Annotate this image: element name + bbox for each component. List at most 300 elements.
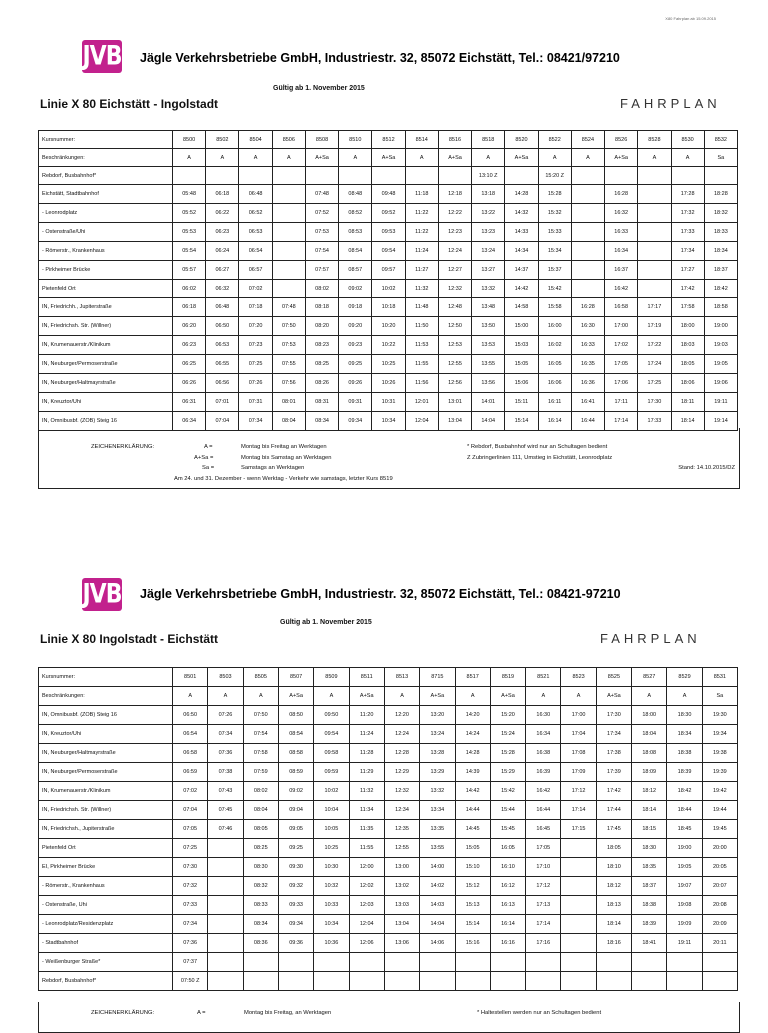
time-cell: 16:44 [571, 412, 604, 431]
time-cell: 13:22 [472, 204, 505, 223]
time-cell: 10:25 [372, 355, 405, 374]
stop-name: Rebdorf, Busbahnhof* [39, 167, 173, 185]
time-cell: 17:08 [561, 744, 596, 763]
time-cell [632, 972, 667, 991]
time-cell: 08:30 [243, 858, 278, 877]
time-cell: 17:09 [561, 763, 596, 782]
time-cell: 06:25 [173, 355, 206, 374]
time-cell: 19:39 [702, 763, 737, 782]
time-cell: 18:28 [704, 185, 737, 204]
time-cell: 08:36 [243, 934, 278, 953]
time-cell: 12:50 [438, 317, 471, 336]
time-cell: A+Sa [420, 687, 455, 706]
time-cell: 8530 [671, 131, 704, 149]
time-cell: 16:00 [538, 317, 571, 336]
time-cell: A [243, 687, 278, 706]
time-cell: 10:31 [372, 393, 405, 412]
time-cell: 14:28 [455, 744, 490, 763]
time-cell: 18:41 [632, 934, 667, 953]
time-cell: 17:10 [526, 858, 561, 877]
time-cell: 08:34 [305, 412, 338, 431]
time-cell: 15:14 [505, 412, 538, 431]
time-cell: A [208, 687, 243, 706]
timetable-eichstaett-ingolstadt [38, 130, 738, 431]
time-cell: A [206, 149, 239, 167]
time-cell: 06:32 [206, 280, 239, 298]
time-cell: 07:53 [272, 336, 305, 355]
timetable-row [39, 336, 738, 355]
timetable-row [39, 782, 738, 801]
time-cell: 15:14 [455, 915, 490, 934]
time-cell: 15:42 [490, 782, 525, 801]
time-cell: 10:26 [372, 374, 405, 393]
legend-heading: ZEICHENERKLÄRUNG: [91, 444, 155, 450]
time-cell: 09:52 [372, 204, 405, 223]
time-cell [667, 953, 702, 972]
time-cell: A+Sa [305, 149, 338, 167]
time-cell: 07:53 [305, 223, 338, 242]
stop-name: Beschränkungen: [39, 149, 173, 167]
stop-name: Pietenfeld Ort [39, 280, 173, 298]
time-cell: 20:08 [702, 896, 737, 915]
time-cell: 08:02 [243, 782, 278, 801]
time-cell [272, 167, 305, 185]
time-cell: 12:24 [384, 725, 419, 744]
time-cell: 08:04 [243, 801, 278, 820]
time-cell: 14:06 [420, 934, 455, 953]
time-cell: 17:27 [671, 261, 704, 280]
time-cell [455, 972, 490, 991]
time-cell: 06:56 [206, 374, 239, 393]
stop-name: IN, Neuburger/Permoserstraße [39, 355, 173, 374]
time-cell: 07:36 [208, 744, 243, 763]
timetable-row [39, 972, 738, 991]
time-cell: A+Sa [278, 687, 313, 706]
time-cell: 18:44 [667, 801, 702, 820]
time-cell [702, 953, 737, 972]
time-cell: 8516 [438, 131, 471, 149]
time-cell: 11:22 [405, 223, 438, 242]
time-cell: 05:53 [173, 223, 206, 242]
time-cell: 10:20 [372, 317, 405, 336]
time-cell: 09:18 [339, 298, 372, 317]
time-cell: 17:38 [596, 744, 631, 763]
time-cell: 18:32 [704, 204, 737, 223]
time-cell: 07:50 [243, 706, 278, 725]
time-cell: A [384, 687, 419, 706]
timetable-row [39, 839, 738, 858]
time-cell: 11:29 [349, 763, 384, 782]
time-cell: A [472, 149, 505, 167]
timetable-row [39, 725, 738, 744]
time-cell: 8503 [208, 668, 243, 687]
time-cell: 19:05 [704, 355, 737, 374]
time-cell: 08:58 [278, 744, 313, 763]
time-cell: 10:32 [314, 877, 349, 896]
time-cell: 17:32 [671, 204, 704, 223]
time-cell [571, 261, 604, 280]
time-cell: 11:55 [349, 839, 384, 858]
time-cell: 16:34 [605, 242, 638, 261]
time-cell: 13:18 [472, 185, 505, 204]
time-cell: 12:22 [438, 204, 471, 223]
time-cell: 17:06 [605, 374, 638, 393]
page-note: X80 Fahrplan ab 15.09.2015 [665, 16, 716, 21]
time-cell: 19:38 [702, 744, 737, 763]
time-cell: 20:09 [702, 915, 737, 934]
time-cell: 16:14 [538, 412, 571, 431]
time-cell [571, 280, 604, 298]
time-cell: 18:30 [632, 839, 667, 858]
time-cell: 06:34 [173, 412, 206, 431]
time-cell: 20:11 [702, 934, 737, 953]
time-cell: 09:02 [278, 782, 313, 801]
stop-name: - Ostenstraße/Uhi [39, 223, 173, 242]
time-cell [561, 953, 596, 972]
time-cell: 07:50 Z [173, 972, 208, 991]
time-cell [561, 972, 596, 991]
time-cell: 17:12 [561, 782, 596, 801]
time-cell: 14:04 [472, 412, 505, 431]
line-title: Linie X 80 Ingolstadt - Eichstätt [40, 632, 219, 646]
time-cell: A [561, 687, 596, 706]
time-cell: 18:14 [632, 801, 667, 820]
time-cell [372, 167, 405, 185]
time-cell [455, 953, 490, 972]
stop-name: IN, Friedrichsh. Str. (Willner) [39, 801, 173, 820]
time-cell: 15:12 [455, 877, 490, 896]
time-cell: 18:42 [667, 782, 702, 801]
time-cell: 13:00 [384, 858, 419, 877]
time-cell [605, 167, 638, 185]
time-cell [272, 280, 305, 298]
time-cell: 15:42 [538, 280, 571, 298]
time-cell: 07:26 [239, 374, 272, 393]
time-cell [384, 972, 419, 991]
company-header: Jägle Verkehrsbetriebe GmbH, Industriestr. 32, 85072 Eichstätt, Tel.: 08421/97210 [140, 51, 620, 65]
stop-name: IN, Kreuztor/Uhi [39, 393, 173, 412]
time-cell: 17:25 [638, 374, 671, 393]
time-cell: 08:54 [278, 725, 313, 744]
time-cell: 18:00 [671, 317, 704, 336]
timetable-row [39, 744, 738, 763]
time-cell [272, 223, 305, 242]
time-cell: 08:32 [243, 877, 278, 896]
time-cell: 16:28 [571, 298, 604, 317]
time-cell [571, 242, 604, 261]
time-cell: 15:32 [538, 204, 571, 223]
time-cell: 12:18 [438, 185, 471, 204]
time-cell: 08:23 [305, 336, 338, 355]
time-cell: 19:34 [702, 725, 737, 744]
time-cell: A [239, 149, 272, 167]
time-cell: 8525 [596, 668, 631, 687]
time-cell: 06:54 [239, 242, 272, 261]
time-cell: 08:20 [305, 317, 338, 336]
time-cell: 8529 [667, 668, 702, 687]
time-cell: 10:02 [372, 280, 405, 298]
time-cell: 12:29 [384, 763, 419, 782]
time-cell [243, 953, 278, 972]
time-cell: 13:29 [420, 763, 455, 782]
time-cell: 07:50 [272, 317, 305, 336]
time-cell: A+Sa [505, 149, 538, 167]
timetable-row [39, 801, 738, 820]
time-cell: A+Sa [596, 687, 631, 706]
time-cell: 8531 [702, 668, 737, 687]
time-cell [505, 167, 538, 185]
time-cell: 18:05 [671, 355, 704, 374]
timetable-row [39, 668, 738, 687]
time-cell: 14:34 [505, 242, 538, 261]
time-cell: 11:20 [349, 706, 384, 725]
time-cell [438, 167, 471, 185]
time-cell: 17:30 [638, 393, 671, 412]
valid-from: Gültig ab 1. November 2015 [273, 85, 365, 92]
time-cell: 07:57 [305, 261, 338, 280]
time-cell: 16:41 [571, 393, 604, 412]
time-cell: A+Sa [372, 149, 405, 167]
time-cell: 8532 [704, 131, 737, 149]
legend-desc: Montag bis Freitag, an Werktagen [244, 1010, 332, 1016]
time-cell: 09:54 [372, 242, 405, 261]
time-cell: 18:37 [704, 261, 737, 280]
time-cell [405, 167, 438, 185]
time-cell: 09:36 [278, 934, 313, 953]
time-cell: 19:45 [702, 820, 737, 839]
time-cell [173, 167, 206, 185]
legend-footnote: Am 24. und 31. Dezember - wenn Werktag - Verkehr wie samstags, letzter Kurs 8519 [174, 476, 393, 482]
time-cell: 12:00 [349, 858, 384, 877]
time-cell: 18:15 [632, 820, 667, 839]
time-cell: 15:13 [455, 896, 490, 915]
time-cell: 17:14 [561, 801, 596, 820]
time-cell: 12:56 [438, 374, 471, 393]
timetable-row [39, 393, 738, 412]
time-cell: 11:35 [349, 820, 384, 839]
timetable-row [39, 877, 738, 896]
time-cell [314, 972, 349, 991]
stop-name: - Leonrodplatz/Residenzplatz [39, 915, 173, 934]
time-cell: 13:23 [472, 223, 505, 242]
legend-key: A = [204, 444, 213, 450]
time-cell: 16:11 [538, 393, 571, 412]
time-cell: 16:28 [605, 185, 638, 204]
time-cell: 14:39 [455, 763, 490, 782]
time-cell: A [455, 687, 490, 706]
timetable-row [39, 374, 738, 393]
time-cell [490, 953, 525, 972]
time-cell: 17:00 [605, 317, 638, 336]
time-cell: 20:07 [702, 877, 737, 896]
time-cell: 09:30 [278, 858, 313, 877]
time-cell: A [671, 149, 704, 167]
time-cell: 18:33 [704, 223, 737, 242]
time-cell: 08:59 [278, 763, 313, 782]
time-cell: 13:01 [438, 393, 471, 412]
jvb-logo: JVB [82, 579, 122, 610]
time-cell [561, 877, 596, 896]
time-cell [571, 167, 604, 185]
time-cell: 8523 [561, 668, 596, 687]
time-cell [208, 896, 243, 915]
timetable-row [39, 820, 738, 839]
time-cell: 8510 [339, 131, 372, 149]
time-cell: 11:56 [405, 374, 438, 393]
time-cell: 13:28 [420, 744, 455, 763]
time-cell: A+Sa [490, 687, 525, 706]
time-cell: 17:00 [561, 706, 596, 725]
time-cell: 13:03 [384, 896, 419, 915]
time-cell: 8504 [239, 131, 272, 149]
time-cell: 14:04 [420, 915, 455, 934]
time-cell: 18:16 [596, 934, 631, 953]
time-cell [561, 934, 596, 953]
time-cell [384, 953, 419, 972]
time-cell: 18:39 [667, 763, 702, 782]
time-cell [638, 280, 671, 298]
stop-name: IN, Friedrichsh. Str. (Willner) [39, 317, 173, 336]
time-cell: 06:20 [173, 317, 206, 336]
time-cell: 06:59 [173, 763, 208, 782]
time-cell: 18:42 [704, 280, 737, 298]
time-cell [239, 167, 272, 185]
time-cell: 08:48 [339, 185, 372, 204]
time-cell: 08:18 [305, 298, 338, 317]
time-cell: 19:00 [667, 839, 702, 858]
time-cell: 18:06 [671, 374, 704, 393]
time-cell: 19:05 [667, 858, 702, 877]
time-cell: 14:02 [420, 877, 455, 896]
time-cell: 17:39 [596, 763, 631, 782]
time-cell: 14:58 [505, 298, 538, 317]
timetable-row [39, 687, 738, 706]
time-cell: 07:18 [239, 298, 272, 317]
time-cell: 18:12 [596, 877, 631, 896]
time-cell [638, 242, 671, 261]
time-cell: 09:23 [339, 336, 372, 355]
time-cell: 13:35 [420, 820, 455, 839]
time-cell: 07:54 [305, 242, 338, 261]
time-cell: 15:28 [538, 185, 571, 204]
time-cell: 15:20 Z [538, 167, 571, 185]
time-cell: A [638, 149, 671, 167]
time-cell [208, 839, 243, 858]
timetable-row [39, 953, 738, 972]
time-cell: 13:32 [472, 280, 505, 298]
time-cell: 14:37 [505, 261, 538, 280]
time-cell: 14:01 [472, 393, 505, 412]
time-cell: 8513 [384, 668, 419, 687]
time-cell: 07:23 [239, 336, 272, 355]
time-cell: 8514 [405, 131, 438, 149]
time-cell [667, 972, 702, 991]
time-cell: 07:25 [173, 839, 208, 858]
stop-name: IN, Krumenauerstr./Klinikum [39, 782, 173, 801]
time-cell: 07:37 [173, 953, 208, 972]
time-cell: 07:58 [243, 744, 278, 763]
time-cell: 17:22 [638, 336, 671, 355]
time-cell: 16:05 [538, 355, 571, 374]
time-cell: 16:06 [538, 374, 571, 393]
time-cell: 14:28 [505, 185, 538, 204]
time-cell: 17:45 [596, 820, 631, 839]
time-cell: A [632, 687, 667, 706]
timetable-row [39, 298, 738, 317]
time-cell: A [314, 687, 349, 706]
time-cell: 07:33 [173, 896, 208, 915]
time-cell [278, 972, 313, 991]
time-cell: 18:58 [704, 298, 737, 317]
time-cell: 8512 [372, 131, 405, 149]
time-cell [638, 204, 671, 223]
time-cell: 17:24 [638, 355, 671, 374]
time-cell: 16:44 [526, 801, 561, 820]
fahrplan-label: FAHRPLAN [620, 96, 721, 111]
time-cell: 06:48 [239, 185, 272, 204]
time-cell: 12:55 [384, 839, 419, 858]
time-cell: 13:53 [472, 336, 505, 355]
time-cell: 11:48 [405, 298, 438, 317]
time-cell: 18:38 [667, 744, 702, 763]
time-cell: 09:34 [278, 915, 313, 934]
time-cell: 17:14 [605, 412, 638, 431]
time-cell: 17:17 [638, 298, 671, 317]
legend-note: Z Zubringerlinien 111, Umstieg in Eichstätt, Leonrodplatz [467, 455, 613, 461]
time-cell: 18:11 [671, 393, 704, 412]
legend-note: * Rebdorf, Busbahnhof wird nur an Schultagen bedient [467, 444, 608, 450]
time-cell [272, 261, 305, 280]
time-cell: 11:28 [349, 744, 384, 763]
time-cell: 14:42 [505, 280, 538, 298]
time-cell: 07:59 [243, 763, 278, 782]
stop-name: IN, Neuburger/Permoserstraße [39, 763, 173, 782]
time-cell: 17:28 [671, 185, 704, 204]
time-cell: 19:42 [702, 782, 737, 801]
time-cell: 16:42 [605, 280, 638, 298]
time-cell: 13:48 [472, 298, 505, 317]
time-cell: 16:33 [571, 336, 604, 355]
timetable-row [39, 185, 738, 204]
time-cell: 09:50 [314, 706, 349, 725]
time-cell [278, 953, 313, 972]
time-cell: 05:52 [173, 204, 206, 223]
time-cell: 11:34 [349, 801, 384, 820]
time-cell: A [173, 687, 208, 706]
time-cell: 17:04 [561, 725, 596, 744]
time-cell [272, 242, 305, 261]
time-cell [638, 185, 671, 204]
time-cell [571, 185, 604, 204]
time-cell: 16:05 [490, 839, 525, 858]
company-header: Jägle Verkehrsbetriebe GmbH, Industriestr. 32, 85072 Eichstätt, Tel.: 08421-97210 [140, 587, 621, 601]
time-cell: 17:30 [596, 706, 631, 725]
time-cell: 13:04 [384, 915, 419, 934]
time-cell: 07:43 [208, 782, 243, 801]
time-cell: 07:48 [272, 298, 305, 317]
stop-name: Kursnummer: [39, 668, 173, 687]
timetable-row [39, 149, 738, 167]
time-cell: A+Sa [438, 149, 471, 167]
time-cell: 06:50 [173, 706, 208, 725]
stop-name: - Leonrodplatz [39, 204, 173, 223]
timetable-row [39, 261, 738, 280]
time-cell: 17:05 [526, 839, 561, 858]
time-cell [305, 167, 338, 185]
time-cell: 08:02 [305, 280, 338, 298]
time-cell: 09:57 [372, 261, 405, 280]
time-cell: 07:46 [208, 820, 243, 839]
